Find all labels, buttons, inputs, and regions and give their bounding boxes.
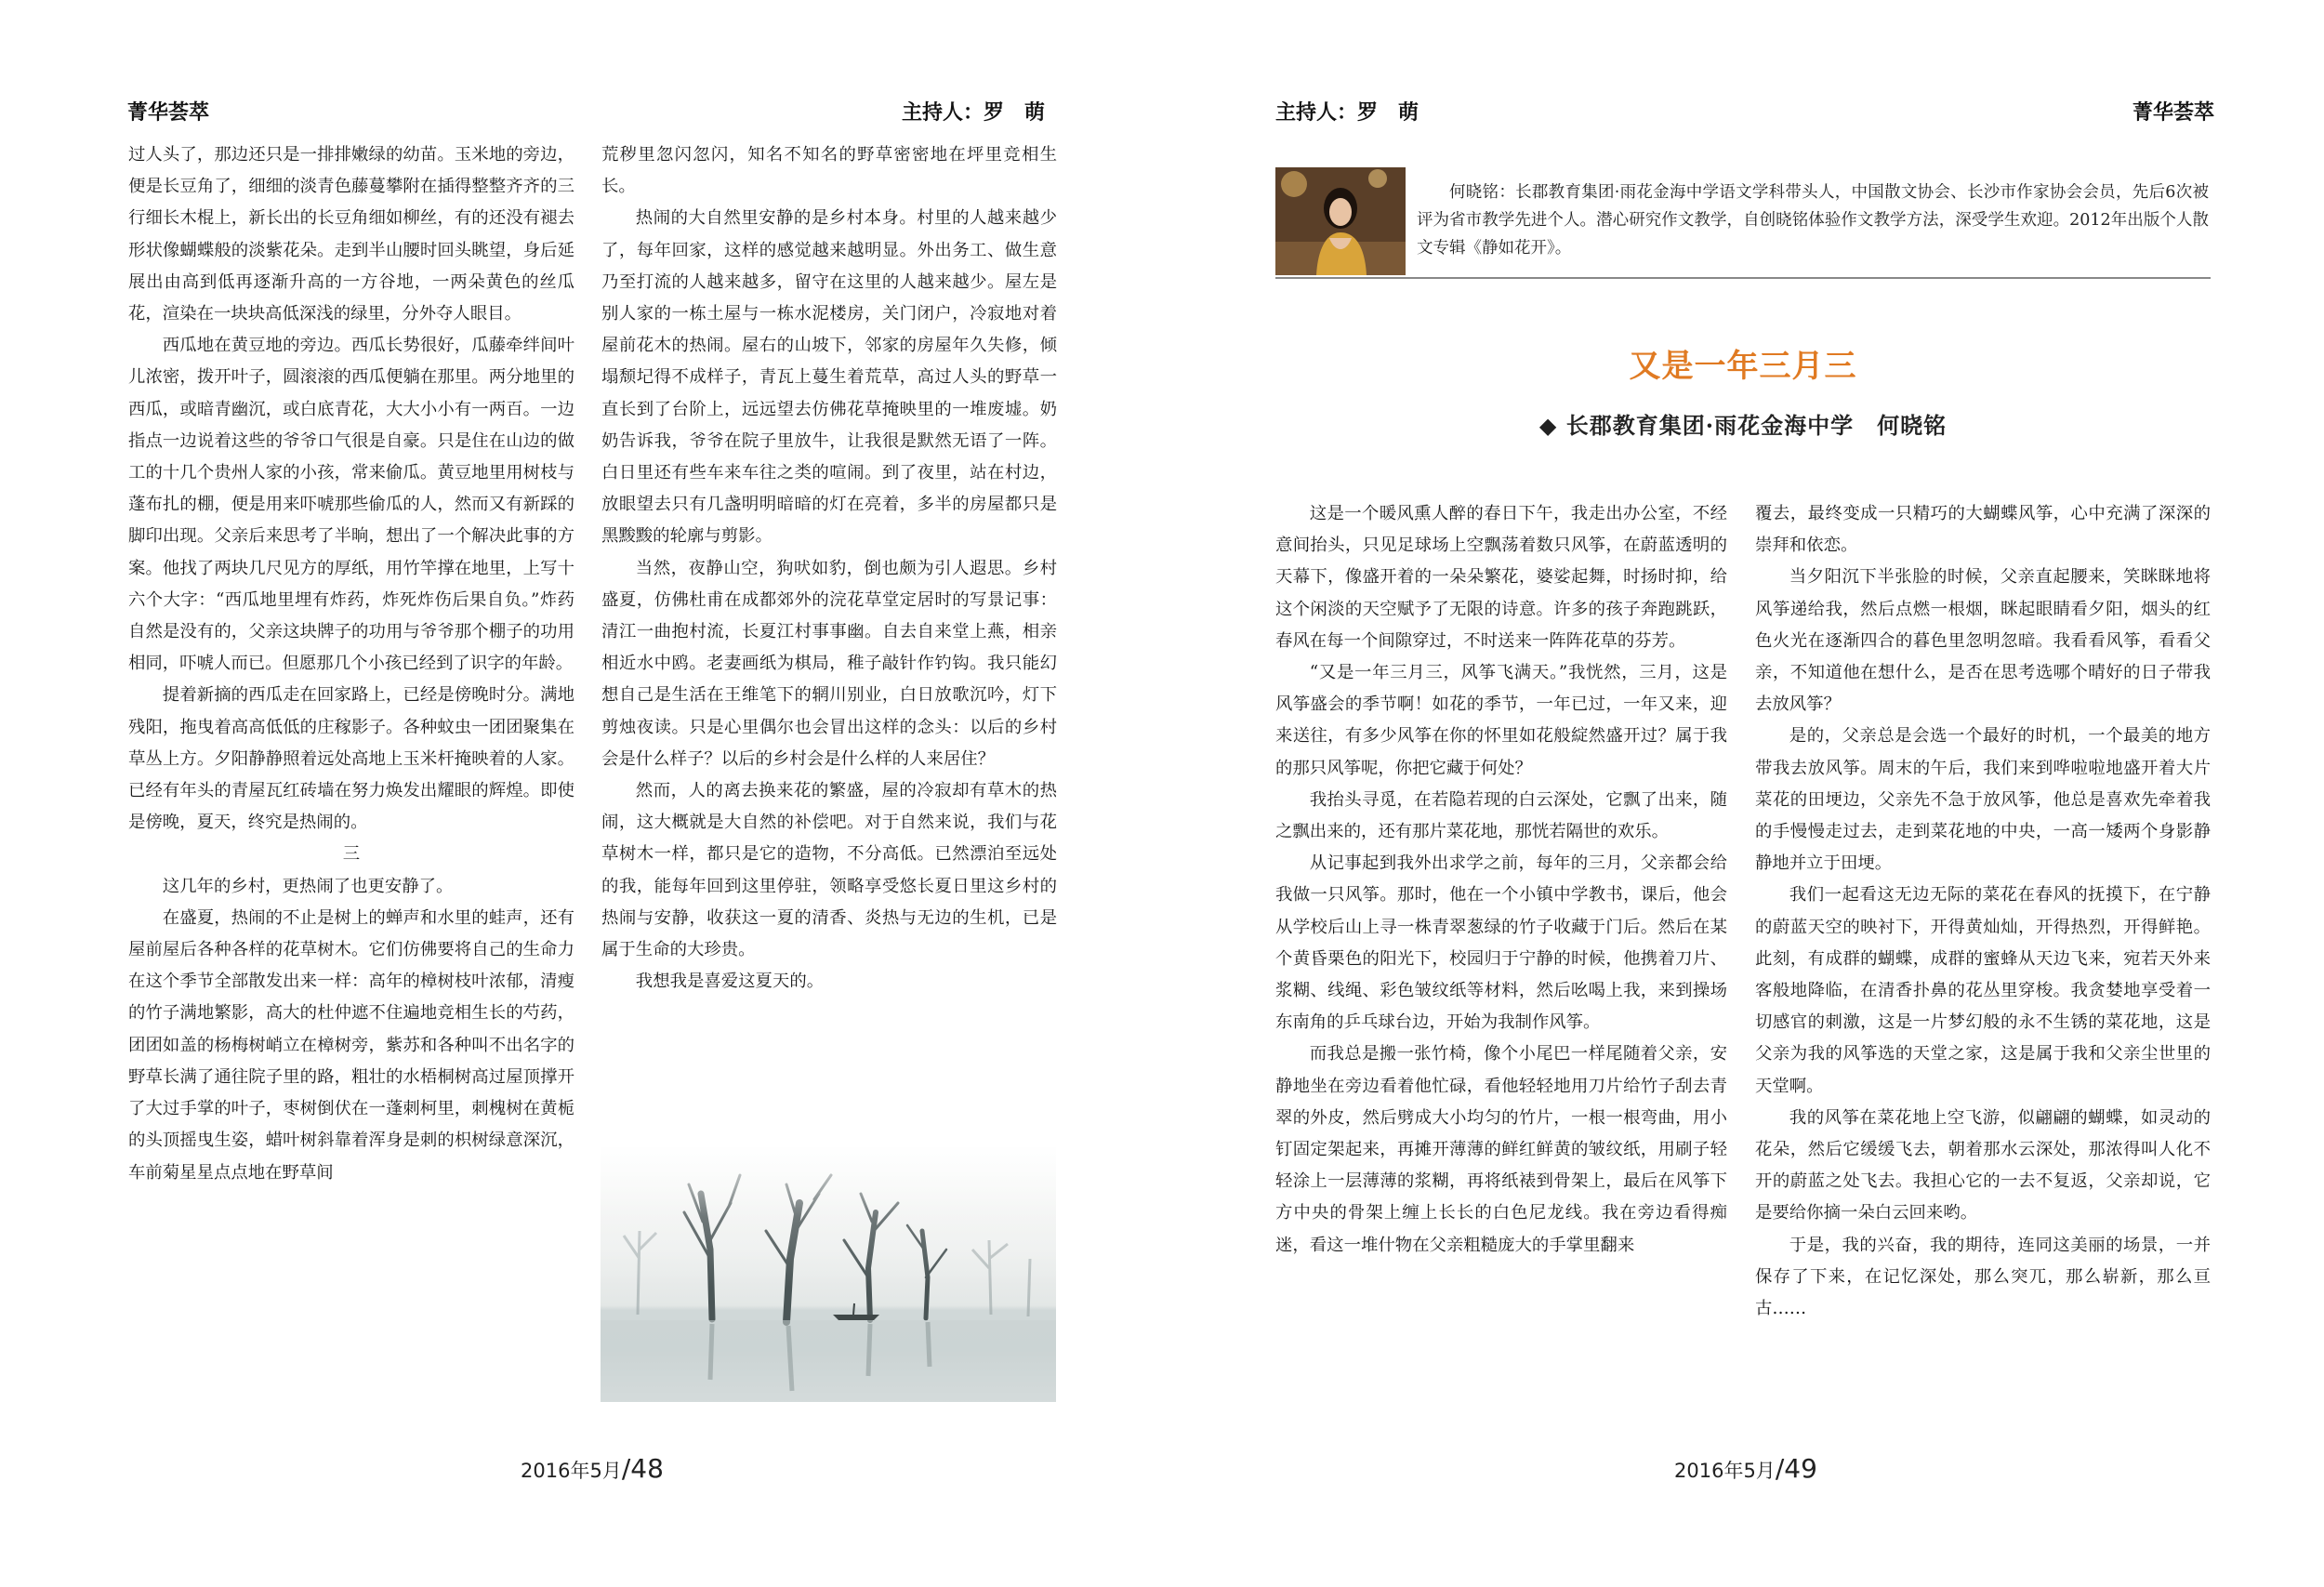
page-separator-left: / [621, 1453, 631, 1484]
article-title: 又是一年三月三 [1629, 348, 1857, 385]
paragraph: 这几年的乡村，更热闹了也更安静了。 [162, 876, 454, 896]
left-page-column-2 [601, 139, 1057, 998]
left-page-column-1 [128, 139, 574, 1189]
page-number-value-left: 48 [630, 1453, 664, 1484]
paragraph: 我们一起看这无边无际的菜花在春风的抚摸下，在宁静的蔚蓝天空的映衬下，开得黄灿灿，开得热烈，开得鲜艳。此刻，有成群的蝴蝶，成群的蜜蜂从天边飞来，宛若天外来客般地降临，在清香扑鼻的花丛里穿梭。我贪婪地享受着一切感官的刺激，这是一片梦幻般的永不生锈的菜花地，这是父亲为我的风筝选的天堂之家，这是属于我和父亲尘世里的天堂啊。 [1755, 885, 2211, 1096]
column-name-right: 菁华荟萃 [2133, 101, 2215, 125]
paragraph: 在盛夏，热闹的不止是树上的蝉声和水里的蛙声，还有屋前屋后各种各样的花草树木。它们仿佛要将自己的生命力在这个季节全部散发出来一样：高年的樟树枝叶浓郁，清瘦的竹子满地繁影，高大的杜仲遮不住遍地竞相生长的芍药，团团如盖的杨梅树峭立在樟树旁，紫苏和各种叫不出名字的野草长满了通往院子里的路，粗壮的水梧桐树高过屋顶撑开了大过手掌的叶子，枣树倒伏在一蓬刺柯里，刺槐树在黄栀的头顶摇曳生姿，蜡叶树斜靠着浑身是刺的枳树绿意深沉，车前菊星星点点地在野草间 [128, 907, 574, 1183]
right-page [1162, 0, 2324, 1587]
page-number-right [1674, 1453, 1817, 1484]
issue-date-right: 2016年5月 [1674, 1460, 1776, 1482]
author-bio: 何晓铭：长郡教育集团·雨花金海中学语文学科带头人，中国散文协会、长沙市作家协会会员，先后6次被评为省市教学先进个人。潜心研究作文教学，自创晓铭体验作文教学方法，深受学生欢迎。2012年出版个人散文专辑《静如花开》。 [1417, 183, 2209, 258]
paragraph: 然而，人的离去换来花的繁盛，屋的冷寂却有草木的热闹，这大概就是大自然的补偿吧。对于自然来说，我们与花草树木一样，都只是它的造物，不分高低。已然漂泊至远处的我，能每年回到这里停驻，领略享受悠长夏日里这乡村的热闹与安静，收获这一夏的清香、炎热与无边的生机，已是属于生命的大珍贵。 [601, 781, 1057, 960]
paragraph: 我想我是喜爱这夏天的。 [635, 972, 825, 992]
author-photo [1275, 167, 1406, 275]
right-page-column-1 [1275, 498, 1727, 1262]
issue-date-left: 2016年5月 [521, 1460, 622, 1482]
paragraph: “又是一年三月三，风筝飞满天。”我恍然，三月，这是风筝盛会的季节啊！如花的季节，一年已过，一年又来，迎来送往，有多少风筝在你的怀里如花般綻然盛开过？属于我的那只风筝呢，你把它藏于何处？ [1275, 663, 1727, 778]
page-separator-right: / [1775, 1453, 1785, 1484]
paragraph: 过人头了，那边还只是一排排嫩绿的幼苗。玉米地的旁边，便是长豆角了，细细的淡青色藤蔓攀附在插得整整齐齐的三行细长木棍上，新长出的长豆角细如柳丝，有的还没有褪去形状像蝴蝶般的淡紫花朵。走到半山腰时回头眺望，身后延展出由高到低再逐渐升高的一方谷地，一两朵黄色的丝瓜花，渲染在一块块高低深浅的绿里，分外夺人眼目。 [128, 145, 574, 324]
paragraph: 而我总是搬一张竹椅，像个小尾巴一样尾随着父亲，安静地坐在旁边看着他忙碌，看他轻轻地用刀片给竹子刮去青翠的外皮，然后劈成大小均匀的竹片，一根一根弯曲，用小钉固定架起来，再摊开薄薄的鲜红鲜黄的皱纹纸，用刷子轻轻涂上一层薄薄的浆糊，再将纸裱到骨架上，最后在风筝下方中央的骨架上缠上长长的白色尼龙线。我在旁边看得痴迷，看这一堆什物在父亲粗糙庞大的手掌里翻来 [1275, 1044, 1727, 1255]
right-page-column-2 [1755, 498, 2211, 1325]
paragraph: 西瓜地在黄豆地的旁边。西瓜长势很好，瓜藤牵绊间叶儿浓密，拨开叶子，圆滚滚的西瓜便躺在那里。两分地里的西瓜，或暗青幽沉，或白底青花，大大小小有一两百。一边指点一边说着这些的爷爷口气很是自豪。只是住在山边的做工的十几个贵州人家的小孩，常来偷瓜。黄豆地里用树枝与蓬布扎的棚，便是用来吓唬那些偷瓜的人，然而又有新踩的脚印出现。父亲后来思考了半晌，想出了一个解决此事的方案。他找了两块几尺见方的厚纸，用竹竿撑在地里，上写十六个大字：“西瓜地里埋有炸药，炸死炸伤后果自负。”炸药自然是没有的，父亲这块牌子的功用与爷爷那个棚子的功用相同，吓唬人而已。但愿那几个小孩已经到了识字的年龄。 [128, 336, 574, 674]
misty-trees-illustration [601, 1147, 1056, 1402]
paragraph: 于是，我的兴奋，我的期待，连同这美丽的场景，一并保存了下来，在记忆深处，那么突兀，那么崭新，那么亘古…… [1755, 1235, 2211, 1319]
paragraph: 从记事起到我外出求学之前，每年的三月，父亲都会给我做一只风筝。那时，他在一个小镇中学教书，课后，他会从学校后山上寻一株青翠葱绿的竹子收藏于门后。然后在某个黄昏栗色的阳光下，校园归于宁静的时候，他携着刀片、浆糊、线绳、彩色皱纹纸等材料，然后吆喝上我，来到操场东南角的乒乓球台边，开始为我制作风筝。 [1275, 853, 1727, 1033]
paragraph: 是的，父亲总是会选一个最好的时机，一个最美的地方带我去放风筝。周末的午后，我们来到哗啦啦地盛开着大片菜花的田埂边，父亲先不急于放风筝，他总是喜欢先牵着我的手慢慢走过去，走到菜花地的中央，一高一矮两个身影静静地并立于田埂。 [1755, 726, 2211, 874]
paragraph: 当然，夜静山空，狗吠如豹，倒也颇为引人遐思。乡村盛夏，仿佛杜甫在成都郊外的浣花草堂定居时的写景记事：清江一曲抱村流，长夏江村事事幽。自去自来堂上燕，相亲相近水中鸥。老妻画纸为棋局，稚子敲针作钓钩。我只能幻想自己是生活在王维笔下的辋川别业，白日放歌沉吟，灯下剪烛夜读。只是心里偶尔也会冒出这样的念头：以后的乡村会是什么样子？以后的乡村会是什么样的人来居住？ [601, 558, 1057, 769]
paragraph: 当夕阳沉下半张脸的时候，父亲直起腰来，笑眯眯地将风筝递给我，然后点燃一根烟，眯起眼睛看夕阳，烟头的红色火光在逐渐四合的暮色里忽明忽暗。我看看风筝，看看父亲，不知道他在想什么，是否在思考选哪个晴好的日子带我去放风筝？ [1755, 567, 2211, 715]
paragraph: 我的风筝在菜花地上空飞游，似翩翩的蝴蝶，如灵动的花朵，然后它缓缓飞去，朝着那水云深处，那浓得叫人化不开的蔚蓝之处飞去。我担心它的一去不复返，父亲却说，它是要给你摘一朵白云回来哟。 [1755, 1107, 2211, 1223]
host-name-right: 主持人：罗 萌 [1275, 101, 1419, 125]
author-bio-box [1275, 167, 2211, 279]
paragraph: 这是一个暖风熏人醉的春日下午，我走出办公室，不经意间抬头，只见足球场上空飘荡着数只风筝，在蔚蓝透明的天幕下，像盛开着的一朵朵繁花，婆娑起舞，时扬时抑，给这个闲淡的天空赋予了无限的诗意。许多的孩子奔跑跳跃，春风在每一个间隙穿过，不时送来一阵阵花草的芬芳。 [1275, 504, 1727, 651]
host-name-left: 主持人：罗 萌 [902, 101, 1046, 125]
column-name-left: 菁华荟萃 [127, 101, 210, 125]
paragraph: 覆去，最终变成一只精巧的大蝴蝶风筝，心中充满了深深的崇拜和依恋。 [1755, 504, 2211, 556]
page-number-value-right: 49 [1784, 1453, 1817, 1484]
misty-trees-photo [601, 1147, 1056, 1402]
paragraph: 提着新摘的西瓜走在回家路上，已经是傍晚时分。满地残阳，拖曳着高高低低的庄稼影子。各种蚊虫一团团聚集在草丛上方。夕阳静静照着远处高地上玉米杆掩映着的人家。已经有年头的青屋瓦红砖墙在努力焕发出耀眼的辉煌。即使是傍晚，夏天，终究是热闹的。 [128, 685, 574, 833]
paragraph: 热闹的大自然里安静的是乡村本身。村里的人越来越少了，每年回家，这样的感觉越来越明显。外出务工、做生意乃至打流的人越来越多，留守在这里的人越来越少。屋左是别人家的一栋土屋与一栋水泥楼房，关门闭户，冷寂地对着屋前花木的热闹。屋右的山坡下，邻家的房屋年久失修，倾塌颓圮得不成样子，青瓦上蔓生着荒草，高过人头的野草一直长到了台阶上，远远望去仿佛花草掩映里的一堆废墟。奶奶告诉我，爷爷在院子里放牛，让我很是默然无语了一阵。白日里还有些车来车往之类的喧闹。到了夜里，站在村边，放眼望去只有几盏明明暗暗的灯在亮着，多半的房屋都只是黑黢黢的轮廓与剪影。 [601, 208, 1057, 547]
paragraph: 荒秽里忽闪忽闪，知名不知名的野草密密地在坪里竞相生长。 [601, 145, 1057, 197]
article-byline: ◆ 长郡教育集团·雨花金海中学 何晓铭 [1538, 412, 1948, 439]
page-number-left [521, 1453, 664, 1484]
paragraph: 三 [342, 844, 361, 865]
paragraph: 我抬头寻觅，在若隐若现的白云深处，它飘了出来，随之飘出来的，还有那片菜花地，那恍若隔世的欢乐。 [1275, 789, 1727, 842]
author-portrait-icon [1275, 167, 1406, 275]
